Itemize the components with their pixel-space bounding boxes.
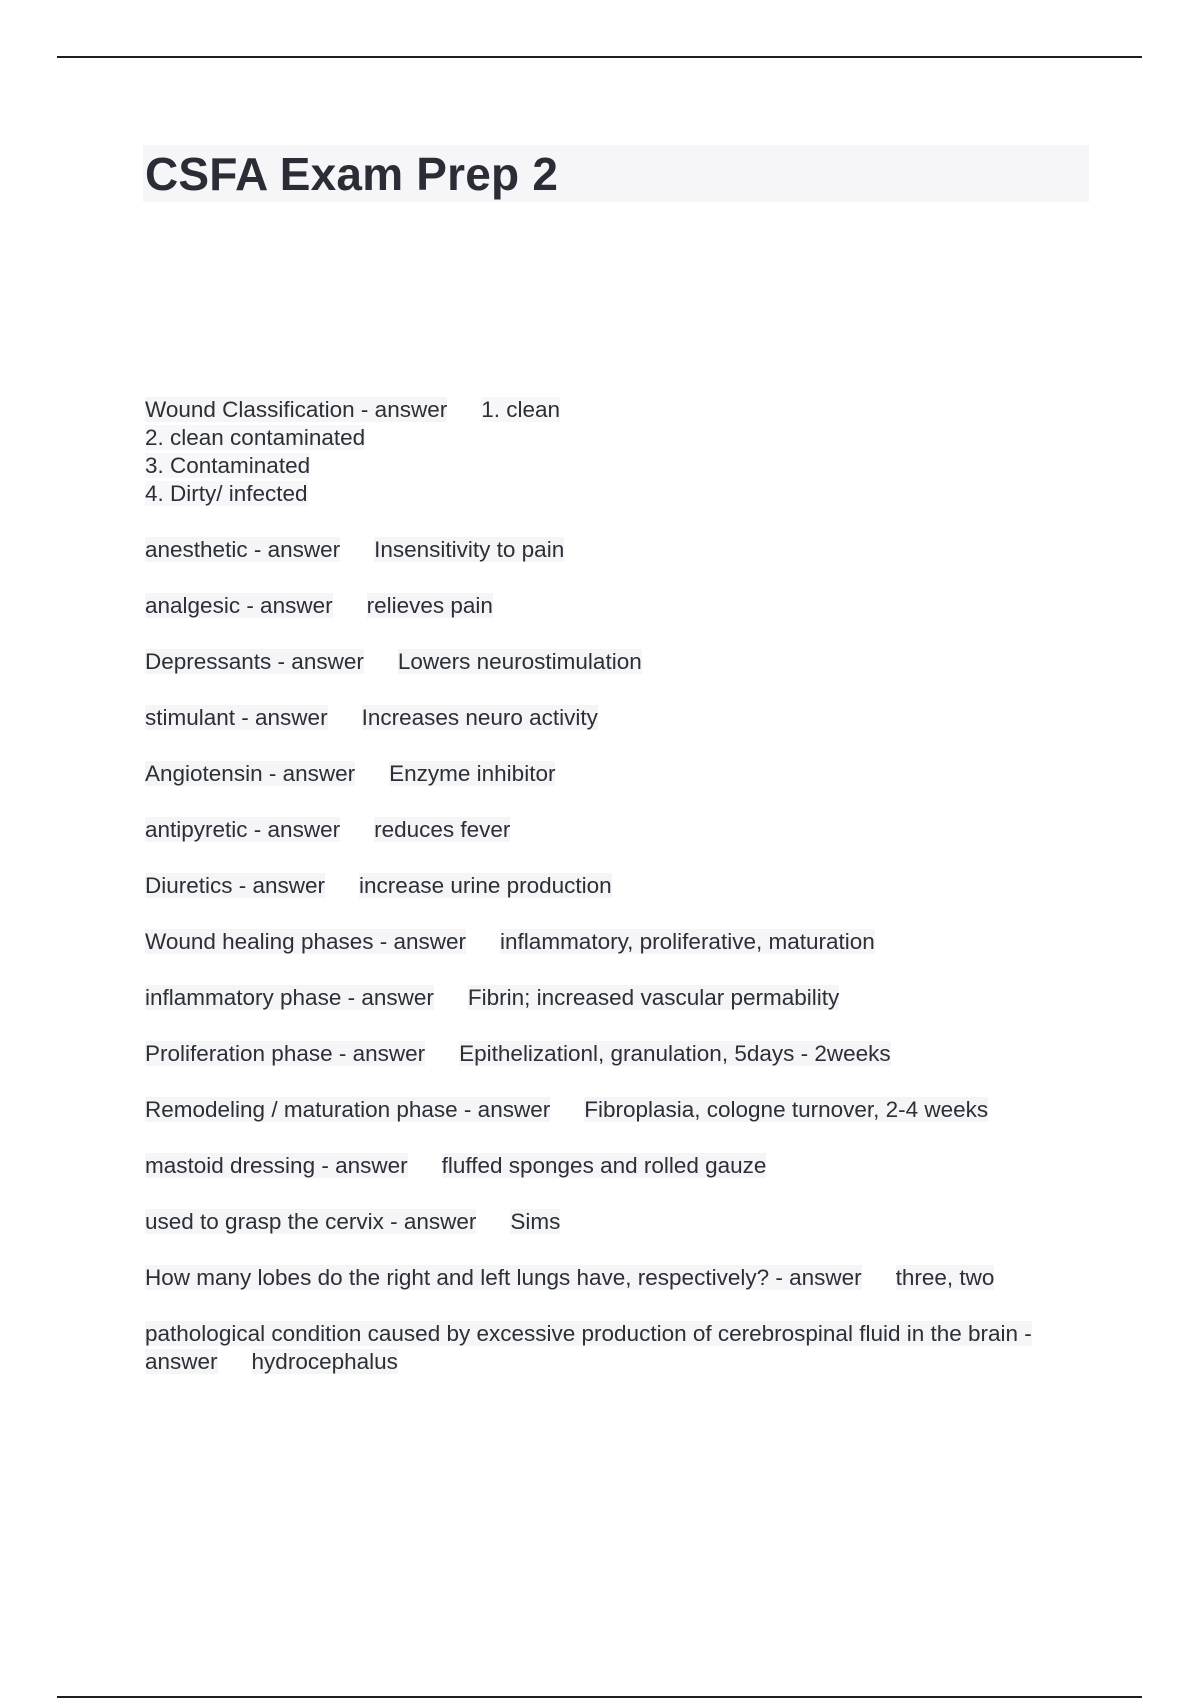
qa-answer: Insensitivity to pain [374,537,565,562]
page-title: CSFA Exam Prep 2 [145,148,559,200]
qa-answer: Enzyme inhibitor [389,761,556,786]
qa-question: analgesic - answer [145,593,333,618]
qa-item [145,1096,1090,1124]
qa-question: pathological condition caused by excessive production of cerebrospinal fluid in the brain - answer [145,1321,1032,1374]
qa-question: Diuretics - answer [145,873,326,898]
qa-question: Remodeling / maturation phase - answer [145,1097,551,1122]
qa-answer: reduces fever [374,817,511,842]
qa-question: mastoid dressing - answer [145,1153,408,1178]
qa-question: How many lobes do the right and left lungs have, respectively? - answer [145,1265,862,1290]
qa-item [145,1320,1090,1376]
qa-question: Angiotensin - answer [145,761,356,786]
qa-question: Wound Classification - answer [145,397,448,422]
qa-question: inflammatory phase - answer [145,985,434,1010]
qa-answer: Fibrin; increased vascular permability [467,985,840,1010]
qa-item [145,704,1090,732]
qa-answer: Sims [510,1209,561,1234]
qa-question: Proliferation phase - answer [145,1041,426,1066]
qa-item [145,984,1090,1012]
qa-answer: three, two [895,1265,995,1290]
qa-answer: Lowers neurostimulation [397,649,642,674]
qa-question: antipyretic - answer [145,817,341,842]
top-rule [57,56,1142,58]
bottom-rule [57,1696,1142,1698]
qa-answer: relieves pain [366,593,493,618]
qa-answer: Increases neuro activity [361,705,598,730]
qa-answer: increase urine production [359,873,612,898]
qa-item [145,760,1090,788]
qa-answer: 1. clean 2. clean contaminated 3. Contaminated 4. Dirty/ infected [145,397,561,506]
qa-question: Wound healing phases - answer [145,929,467,954]
qa-item [145,816,1090,844]
qa-answer: Fibroplasia, cologne turnover, 2-4 weeks [584,1097,989,1122]
qa-item [145,1040,1090,1068]
qa-item [145,648,1090,676]
qa-item [145,872,1090,900]
qa-answer: hydrocephalus [251,1349,398,1374]
qa-answer: inflammatory, proliferative, maturation [500,929,875,954]
qa-item [145,396,1090,508]
qa-item [145,592,1090,620]
qa-question: Depressants - answer [145,649,364,674]
qa-question: used to grasp the cervix - answer [145,1209,477,1234]
qa-item [145,928,1090,956]
qa-item [145,1152,1090,1180]
qa-answer: Epithelizationl, granulation, 5days - 2weeks [459,1041,891,1066]
qa-answer: fluffed sponges and rolled gauze [441,1153,767,1178]
qa-item [145,1264,1090,1292]
qa-item [145,1208,1090,1236]
qa-question: anesthetic - answer [145,537,341,562]
qa-item [145,536,1090,564]
qa-question: stimulant - answer [145,705,328,730]
qa-list [145,396,1090,1404]
